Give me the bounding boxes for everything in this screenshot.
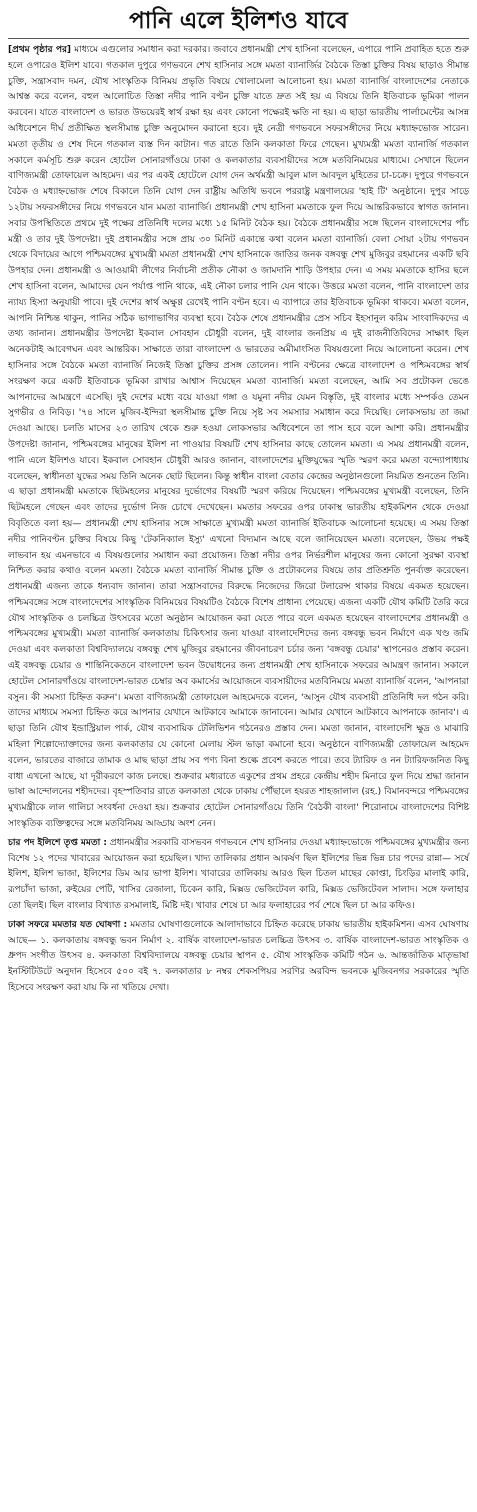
hilsa-text: প্রধানমন্ত্রীর সরকারি বাসভবন গণভবনে শেখ হাসিনার দেওয়া মধ্যাহ্নভোজে পশ্চিমবঙ্গের মুখ্যমন্ত্রীর জন্য বিশেষ ১২ পদের খাবারের আয়োজন করা হয়েছিল। খাদ্য তালিকার প্রধান আকর্ষণ ছিল ইলিশের ভিন্ন ভিন্ন চার পদের রান্না— সর্ষে ইলিশ, ইলিশ ভাজা, ইলিশের ডিম আর ভাপা ইলিশ। খাবারের তালিকায় আরও ছিল চিতল মাছের কোপ্তা, চিংড়ির মালাই কারি, রূপচাঁদা ভাজা, রুইয়ের পেটি, খাসির রেজালা, চিকেন কারি, মিক্সড ভেজিটেবল কারি, মিক্সড ভেজিটেবল সালাদ। সঙ্গে ফলাহার তো ছিলই। ছিল বাংলার বিখ্যাত রসমালাই, মিষ্টি দই। খাবার শেষে চা আর ফলাহারের পর্ব শেষে ছিল চা আর কফিও।	[8, 837, 469, 912]
announcements-text: মমতার ঘোষণাগুলোকে আলাদাভাবে চিহ্নিত করেছে ঢাকায় ভারতীয় হাইকমিশন। এসব ঘোষণায় আছে— ১. কলকাতায় বঙ্গবন্ধু ভবন নির্মাণ ২. বার্ষিক বাংলাদেশ-ভারত চলচ্চিত্র উৎসব ৩. বার্ষিক বাংলাদেশ-ভারত সাংস্কৃতিক ও ধ্রুপদ সংগীত উৎসব ৪. কলকাতা বিশ্ববিদ্যালয়ে বঙ্গবন্ধু চেয়ার স্থাপন ৫. যৌথ সাংস্কৃতিক কমিটি গঠন ৬. আন্তর্জাতিক মাতৃভাষা ইনস্টিটিউটে অনুদান হিসেবে ৫০০ বই ৭. কলকাতার ৮ নম্বর শেকসপিয়র সরণির অরবিন্দ ভবনকে মুজিবনগর সরকারের স্মৃতি হিসেবে সংরক্ষণ করা যায় কি না খতিয়ে দেখা।	[8, 919, 470, 994]
main-text: মাধ্যমে এগুলোর সমাধান করা দরকার। জবাবে প্রধানমন্ত্রী শেখ হাসিনা বলেছেন, এপারে পানি প্রবাহিত হতে শুরু হলে ওপারেও ইলিশ যাবে। গতকাল দুপুরে গণভবনে শেখ হাসিনার সঙ্গে মমতা ব্যানার্জির বৈঠকে তিস্তা চুক্তির বিষয় ছাড়াও সীমান্ত চুক্তি, সন্ত্রাসবাদ দমন, যৌথ সাংস্কৃতিক বিনিময় প্রভৃতি বিষয়ে খোলামেলা আলোচনা হয়। মমতা ব্যানার্জি বাংলাদেশের নেতাকে আশ্বস্ত করে বলেন, বহুল আলোচিত তিস্তা নদীর পানি বণ্টন চুক্তি যাতে দ্রুত সই হয় এ বিষয়ে তিনি ইতিবাচক ভূমিকা পালন করবেন। যাতে বাংলাদেশ ও ভারত উভয়েরই স্বার্থ রক্ষা হয় এবং কোনো পক্ষেরই ক্ষতি না হয়। এ ছাড়া ভারতীয় পার্লামেন্টের আসন্ন অধিবেশনে দীর্ঘ প্রতীক্ষিত স্থলসীমান্ত চুক্তি অনুমোদন করানো হবে। দুই নেত্রী গণভবনে সফরসঙ্গীদের নিয়ে মধ্যাহ্নভোজ সারেন। মমতা তৃতীয় ও শেষ দিনে গতকাল ব্যস্ত দিন কাটান। গত রাতে তিনি কলকাতা ফিরে গেছেন। মুখ্যমন্ত্রী মমতা ব্যানার্জি গতকাল সকালে কর্মসূচি শুরু করেন হোটেল সোনারগাঁওয়ে ঢাকা ও কলকাতার ব্যবসায়ীদের সঙ্গে মতবিনিময়ের মাধ্যমে। সেখানে ছিলেন বাণিজ্যমন্ত্রী তোফায়েল আহমেদ। এর পর একই হোটেলে যোগ দেন অর্থমন্ত্রী আবুল মাল আবদুল মুহিতের চা-চক্রে। দুপুরে গণভবনে বৈঠক ও মধ্যাহ্নভোজ শেষে বিকালে তিনি যোগ দেন রাষ্ট্রীয় অতিথি ভবনে পররাষ্ট্র মন্ত্রণালয়ের 'হাই টি' অনুষ্ঠানে। দুপুর সাড়ে ১২টায় সফরসঙ্গীদের নিয়ে গণভবনে যান মমতা ব্যানার্জি। প্রধানমন্ত্রী শেখ হাসিনা মমতাকে ফুল দিয়ে আন্তরিকভাবে স্বাগত জানান। সবার উপস্থিতিতে প্রথমে দুই পক্ষের প্রতিনিধি দলের মধ্যে ১৫ মিনিট বৈঠক হয়। বৈঠকে প্রধানমন্ত্রীর সঙ্গে ছিলেন বাংলাদেশের পাঁচ মন্ত্রী ও তার দুই উপদেষ্টা। দুই প্রধানমন্ত্রীর সঙ্গে প্রায় ৩০ মিনিট একান্তে কথা বলেন মমতা ব্যানার্জি। বেলা সোয়া ২টায় গণভবন থেকে বিদায়ের আগে পশ্চিমবঙ্গের মুখ্যমন্ত্রী মমতা প্রধানমন্ত্রী শেখ হাসিনাকে জাতির জনক বঙ্গবন্ধু শেখ মুজিবুর রহমানের একটি ছবি উপহার দেন। প্রধানমন্ত্রী ও আওয়ামী লীগের নির্বাচনী প্রতীক নৌকা ও জামদানি শাড়ি উপহার দেন। এ সময় মমতাকে হাসির ছলে শেখ হাসিনা বলেন, আমাদের যেন পর্যাপ্ত পানি থাকে, এই নৌকা চলার পানি যেন থাকে। উত্তরে মমতা বলেন, পানি বাংলাদেশ তার ন্যায্য হিস্যা অনুযায়ী পাবে। দুই দেশের স্বার্থ অক্ষুণ্ণ রেখেই পানি বণ্টন হবে। এ ব্যাপারে তার ইতিবাচক ভূমিকা থাকবে। মমতা বলেন, আপনি নিশ্চিন্ত থাকুন, পানির সঠিক ভাগাভাগির ব্যবস্থা হবে। বৈঠক শেষে প্রধানমন্ত্রীর প্রেস সচিব ইহসানুল করিম সাংবাদিকদের এ তথ্য জানান। প্রধানমন্ত্রীর উপদেষ্টা ইকবাল সোবহান চৌধুরী বলেন, দুই বাংলার জনপ্রিয় এ দুই রাজনীতিবিদের সাক্ষাৎ ছিল অনেকটাই আবেগঘন এবং আন্তরিক। সাক্ষাতে তারা বাংলাদেশ ও ভারতের অমীমাংসিত বিষয়গুলো নিয়ে আলোচনা করেন। শেখ হাসিনার সঙ্গে বৈঠকে মমতা ব্যানার্জি নিজেই তিস্তা চুক্তির প্রসঙ্গ তোলেন। পানি বণ্টনের ক্ষেত্রে বাংলাদেশ ও পশ্চিমবঙ্গের স্বার্থ সংরক্ষণ করে একটি ইতিবাচক ভূমিকা রাখার আশ্বাস দিয়েছেন মমতা ব্যানার্জি। মমতা বলেছেন, আমি সব প্রটোকল ভেঙে আপনাদের আমন্ত্রণে এসেছি। দুই দেশের মধ্যে বয়ে যাওয়া গঙ্গা ও যমুনা নদীর যেমন বিস্তৃতি, দুই বাংলার মধ্যে সম্পর্কও তেমন সুগভীর ও নিবিড়। '৭৪ সালে মুজিব-ইন্দিরা স্থলসীমান্ত চুক্তি নিয়ে সৃষ্ট সব সমস্যার সমাধান করে দিয়েছি। লোকসভায় তা জমা দেওয়া আছে। চলতি মাসের ২৩ তারিখ থেকে শুরু হওয়া লোকসভার অধিবেশনে তা পাস হবে বলে আশা করি। প্রধানমন্ত্রীর উপদেষ্টা জানান, পশ্চিমবঙ্গের মানুষের ইলিশ না পাওয়ার বিষয়টি শেখ হাসিনার কাছে তোলেন মমতা। এ সময় প্রধানমন্ত্রী বলেন, পানি এলে ইলিশও যাবে। ইকবাল সোবহান চৌধুরী আরও জানান, বাংলাদেশের মুক্তিযুদ্ধের স্মৃতি স্মরণ করে মমতা বন্দ্যোপাধ্যায় বলেছেন, স্বাধীনতা যুদ্ধের সময় তিনি অনেক ছোট ছিলেন। কিন্তু স্বাধীন বাংলা বেতার কেন্দ্রের অনুষ্ঠানগুলো নিয়মিত শুনতেন তিনি। এ ছাড়া প্রধানমন্ত্রী মমতাকে ছিটমহলের মানুষের দুর্ভোগের বিষয়টি স্মরণ করিয়ে দিয়েছেন। পশ্চিমবঙ্গের মুখ্যমন্ত্রী বলেছেন, তিনি ছিটমহলে গেছেন এবং তাদের দুর্ভোগ নিজ চোখে দেখেছেন। মমতার সফরের ওপর ঢাকাস্থ ভারতীয় হাইকমিশন থেকে দেওয়া বিবৃতিতে বলা হয়— প্রধানমন্ত্রী শেখ হাসিনার সঙ্গে সাক্ষাতে মুখ্যমন্ত্রী মমতা ব্যানার্জি ইতিবাচক আলোচনা হয়েছে। এ সময় তিস্তা নদীর পানিবণ্টন চুক্তির বিষয়ে কিছু 'টেকনিক্যাল ইস্যু' এখনো বিদ্যমান আছে বলে জানিয়েছেন মমতা। বলেছেন, উভয় পক্ষই লাভবান হয় এমনভাবে এ বিষয়গুলোর সমাধান করা প্রয়োজন। তিস্তা নদীর ওপর নির্ভরশীল মানুষের জন্য কোনো সুরক্ষা ব্যবস্থা নিশ্চিত করার কথাও বলেন মমতা। বৈঠকে মমতা ব্যানার্জি সীমান্ত চুক্তি ও প্রটোকলের বিষয়ে তার প্রতিশ্রুতি পুনর্ব্যক্ত করেছেন। প্রধানমন্ত্রী এজন্য তাকে ধন্যবাদ জানান। তারা সন্ত্রাসবাদের বিরুদ্ধে নিজেদের জিরো টলারেন্স থাকার বিষয়ে একমত হয়েছেন। পশ্চিমবঙ্গের সঙ্গে বাংলাদেশের সাংস্কৃতিক বিনিময়ের বিষয়টিও বৈঠকে বিশেষ প্রাধান্য পেয়েছে। এজন্য একটি যৌথ কমিটি তৈরি করে যৌথ সাংস্কৃতিক ও চলচ্চিত্র উৎসবের মতো অনুষ্ঠান আয়োজন করা যেতে পারে বলে একমত হয়েছেন বাংলাদেশের প্রধানমন্ত্রী ও পশ্চিমবঙ্গের মুখ্যমন্ত্রী। মমতা ব্যানার্জি কলকাতায় চিকিৎসার জন্য যাওয়া বাংলাদেশিদের জন্য বঙ্গবন্ধু ভবন নির্মাণে এক খণ্ড জমি দেওয়া এবং কলকাতা বিশ্ববিদ্যালয়ে বঙ্গবন্ধু শেখ মুজিবুর রহমানের জীবনাচরণ চর্চার জন্য 'বঙ্গবন্ধু চেয়ার' স্থাপনেরও প্রস্তাব করেন। এই বঙ্গবন্ধু চেয়ার ও শান্তিনিকেতনে বাংলাদেশ ভবন উদ্বোধনের জন্য প্রধানমন্ত্রী শেখ হাসিনাকে সফরের আমন্ত্রণ জানান। সকালে হোটেল সোনারগাঁওয়ে বাংলাদেশ-ভারত চেম্বার অব কমার্সের আয়োজনে ব্যবসায়ীদের মতবিনিময়ে মমতা ব্যানার্জি বলেন, 'আপনারা বসুন। কী সমস্যা চিহ্নিত করুন'। মমতা বাণিজ্যমন্ত্রী তোফায়েল আহমেদকে বলেন, 'আসুন যৌথ ব্যবসায়ী প্রতিনিধি দল গঠন করি। তাদের মাধ্যমে সমস্যা চিহ্নিত করে আপনার যেখানে আটকাবে আমাকে জানাবেন। আমার যেখানে আটকাবে আপনাকে জানাব'। এ ছাড়া তিনি যৌথ ইন্ডাস্ট্রিয়াল পার্ক, যৌথ ব্যবসায়িক টেলিভিশন গঠনেরও প্রস্তাব দেন। মমতা জানান, বাংলাদেশি ক্ষুদ্র ও মাঝারি মহিলা শিল্পোদ্যোক্তাদের জন্য কলকাতার যে কোনো মেলায় স্টল ভাড়া কমানো হবে। অনুষ্ঠানে বাণিজ্যমন্ত্রী তোফায়েল আহমেদ বলেন, ভারতের বাজারে তামাক ও মাছ ছাড়া প্রায় সব পণ্য বিনা শুল্কে প্রবেশ করতে পারে। তবে ট্যারিফ ও নন ট্যারিফজনিত কিছু বাধা এখনো আছে, যা দূরীকরণে কাজ চলছে। শুক্রবার মধ্যরাতে একুশের প্রথম প্রহরে কেন্দ্রীয় শহীদ মিনারে ফুল দিয়ে শ্রদ্ধা জানান ভাষা আন্দোলনের শহীদদের। বৃহস্পতিবার রাতে কলকাতা থেকে ঢাকায় পৌঁছালে হযরত শাহজালাল (রহ.) বিমানবন্দরে পশ্চিমবঙ্গের মুখ্যমন্ত্রীকে লাল গালিচা সংবর্ধনা দেওয়া হয়। শুক্রবার হোটেল সোনারগাঁওয়ে তিনি 'বৈঠকী বাংলা' শিরোনামে বাংলাদেশের বিশিষ্ট সাংস্কৃতিক ব্যক্তিত্বদের সঙ্গে মতবিনিময় আড্ডায় অংশ নেন।	[8, 45, 469, 830]
article-paragraph-hilsa	[8, 836, 469, 915]
article-paragraph-main	[8, 43, 469, 833]
article-body	[8, 43, 469, 997]
subheading-announcements: ঢাকা সফরে মমতার যত ঘোষণা :	[8, 919, 128, 930]
article-headline: পানি এলে ইলিশও যাবে	[8, 6, 469, 39]
subheading-hilsa: চার পদ ইলিশে তৃপ্ত মমতা :	[8, 837, 107, 848]
article-paragraph-announcements	[8, 918, 469, 997]
continuation-label: [প্রথম পৃষ্ঠার পর]	[8, 45, 72, 55]
